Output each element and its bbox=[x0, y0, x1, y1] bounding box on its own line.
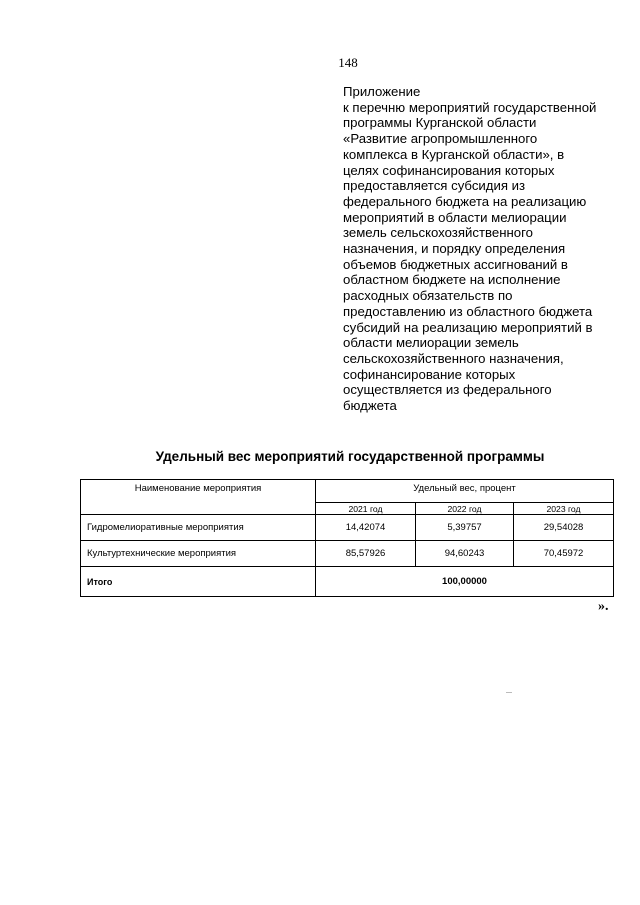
weight-value: 94,60243 bbox=[416, 541, 514, 567]
appendix-line: объемов бюджетных ассигнований в bbox=[343, 256, 568, 272]
total-row bbox=[81, 567, 614, 597]
header-weight: Удельный вес, процент bbox=[316, 480, 614, 503]
appendix-line: назначения, и порядку определения bbox=[343, 241, 566, 257]
activity-name: Культуртехнические мероприятия bbox=[81, 541, 316, 567]
activity-name: Гидромелиоративные мероприятия bbox=[81, 515, 316, 541]
weight-value: 85,57926 bbox=[316, 541, 416, 567]
appendix-line: предоставляется субсидия из bbox=[343, 178, 526, 194]
weight-value: 29,54028 bbox=[514, 515, 614, 541]
appendix-line: расходных обязательств по bbox=[343, 288, 513, 304]
appendix-line: целях софинансирования которых bbox=[343, 162, 555, 178]
appendix-line: комплекса в Курганской области», в bbox=[343, 146, 565, 162]
table-title: Удельный вес мероприятий государственной программы bbox=[155, 449, 545, 464]
table-row bbox=[81, 541, 614, 567]
header-activity-name: Наименование мероприятия bbox=[81, 480, 316, 515]
total-label: Итого bbox=[81, 567, 316, 597]
appendix-line: субсидий на реализацию мероприятий в bbox=[343, 319, 593, 335]
appendix-line: бюджета bbox=[343, 398, 397, 414]
closing-quote-mark: ». bbox=[598, 599, 609, 614]
appendix-line: мероприятий в области мелиорации bbox=[343, 209, 567, 225]
weight-value: 5,39757 bbox=[416, 515, 514, 541]
table-row bbox=[81, 515, 614, 541]
appendix-line: земель сельскохозяйственного bbox=[343, 225, 533, 241]
page-number: 148 bbox=[338, 55, 358, 70]
appendix-line: «Развитие агропромышленного bbox=[343, 131, 538, 147]
header-year: 2022 год bbox=[416, 503, 514, 515]
appendix-line: предоставлению из областного бюджета bbox=[343, 303, 593, 319]
appendix-line: осуществляется из федерального bbox=[343, 382, 552, 398]
weights-table bbox=[80, 479, 614, 597]
appendix-line: сельскохозяйственного назначения, bbox=[343, 350, 564, 366]
header-year: 2023 год bbox=[514, 503, 614, 515]
appendix-line: программы Курганской области bbox=[343, 115, 537, 131]
header-year: 2021 год bbox=[316, 503, 416, 515]
appendix-line: федерального бюджета на реализацию bbox=[343, 193, 587, 209]
total-value: 100,00000 bbox=[316, 567, 614, 597]
appendix-note bbox=[343, 84, 618, 414]
weight-value: 14,42074 bbox=[316, 515, 416, 541]
appendix-line: к перечню мероприятий государственной bbox=[343, 99, 597, 115]
appendix-line: софинансирование которых bbox=[343, 366, 516, 382]
scan-speck bbox=[506, 692, 512, 693]
appendix-line: области мелиорации земель bbox=[343, 335, 519, 351]
appendix-line: областном бюджете на исполнение bbox=[343, 272, 561, 288]
weight-value: 70,45972 bbox=[514, 541, 614, 567]
appendix-line: Приложение bbox=[343, 84, 421, 99]
